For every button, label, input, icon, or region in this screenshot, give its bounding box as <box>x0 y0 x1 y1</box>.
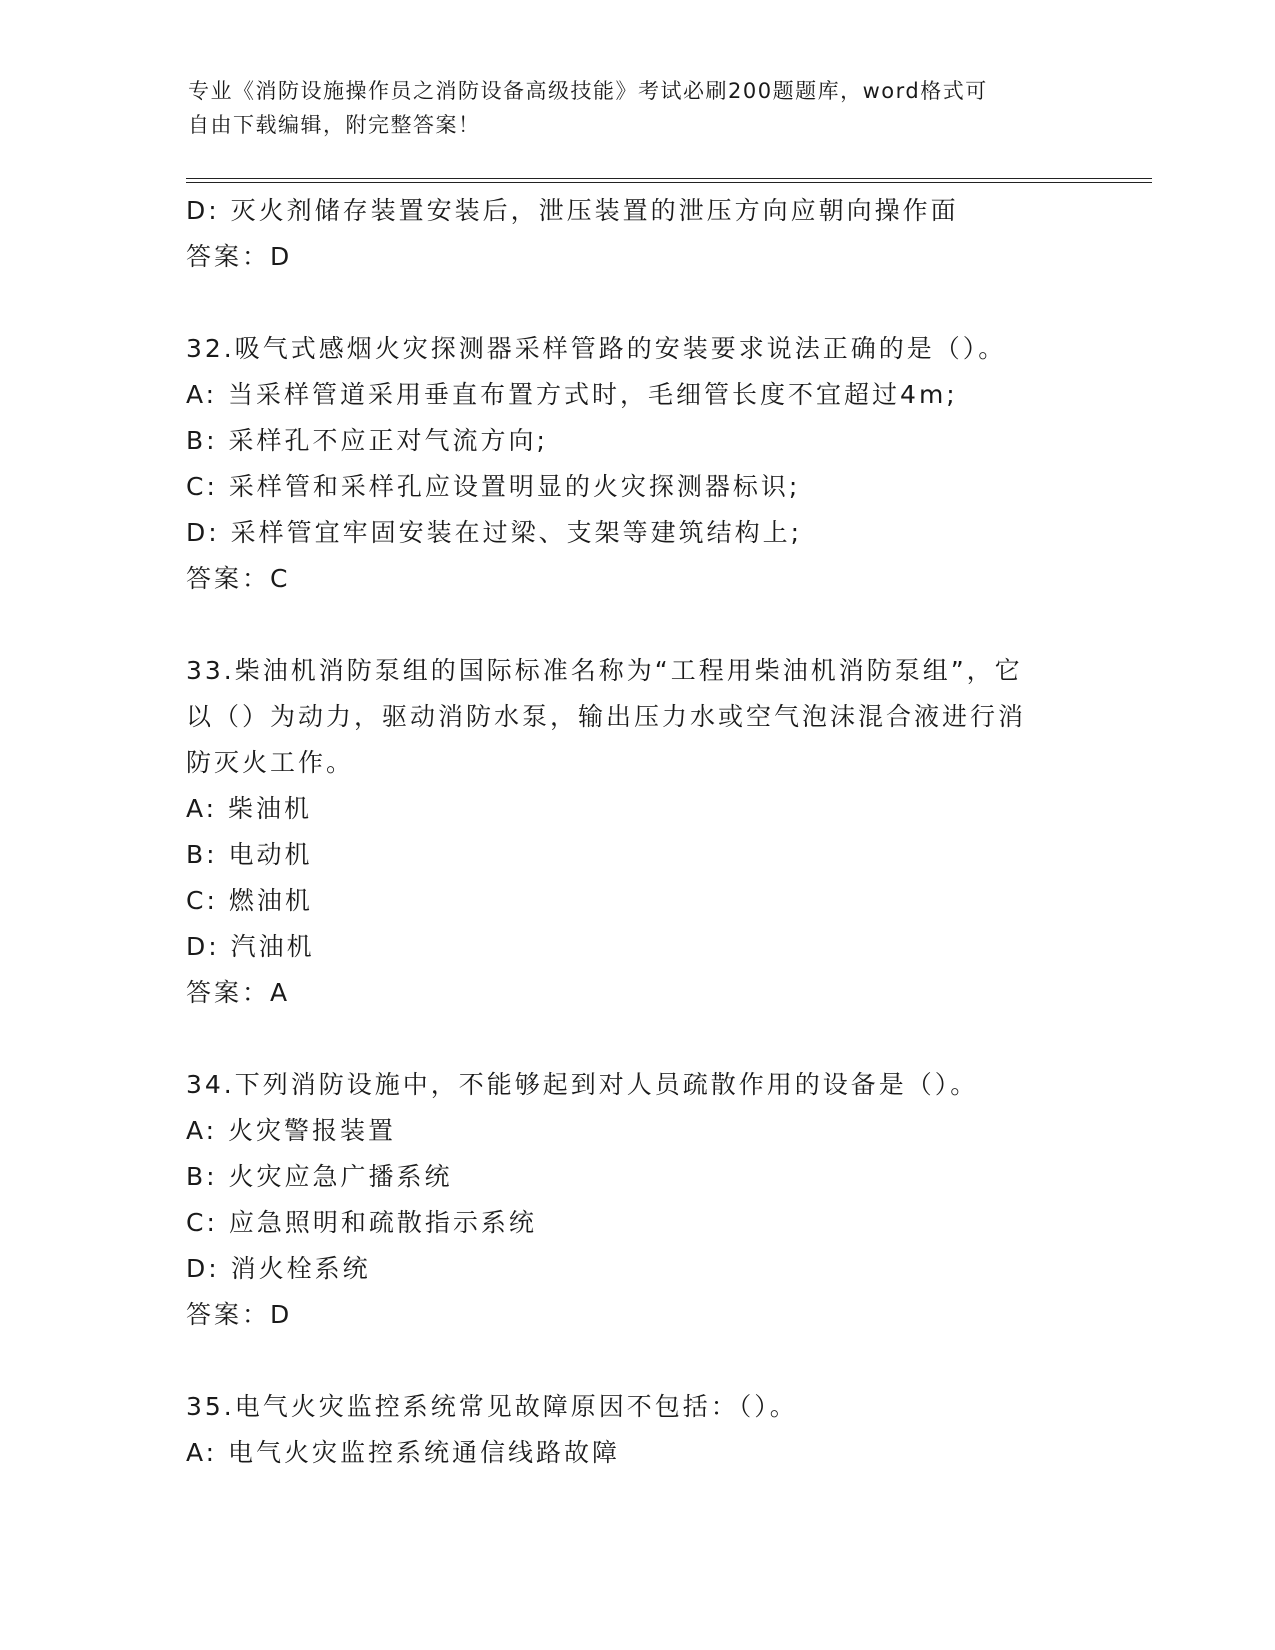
question-block-32 <box>186 326 1086 602</box>
spacer <box>186 1338 1086 1384</box>
question-text: 32.吸气式感烟火灾探测器采样管路的安装要求说法正确的是（）。 <box>186 334 1007 363</box>
option-a: A: 当采样管道采用垂直布置方式时，毛细管长度不宜超过4m; <box>186 380 958 409</box>
option-a: A: 火灾警报装置 <box>186 1116 397 1145</box>
answer-line: 答案：A <box>186 978 291 1007</box>
header-divider-bottom <box>186 182 1152 183</box>
header-line-1: 专业《消防设施操作员之消防设备高级技能》考试必刷200题题库，word格式可 <box>188 79 988 103</box>
header-divider-top <box>186 178 1152 179</box>
question-text-line-2: 以（）为动力，驱动消防水泵，输出压力水或空气泡沫混合液进行消 <box>186 702 1027 731</box>
answer-line: 答案：D <box>186 1300 293 1329</box>
option-b: B: 火灾应急广播系统 <box>186 1162 453 1191</box>
option-c: C: 采样管和采样孔应设置明显的火灾探测器标识; <box>186 472 801 501</box>
spacer <box>186 602 1086 648</box>
question-text: 34.下列消防设施中，不能够起到对人员疏散作用的设备是（）。 <box>186 1070 979 1099</box>
answer-line: 答案：C <box>186 564 291 593</box>
option-b: B: 采样孔不应正对气流方向; <box>186 426 548 455</box>
answer-line: 答案：D <box>186 242 293 271</box>
question-list <box>186 188 1086 1476</box>
option-a: A: 柴油机 <box>186 794 313 823</box>
question-text-line-3: 防灭火工作。 <box>186 748 355 777</box>
option-d: D: 消火栓系统 <box>186 1254 371 1283</box>
question-text: 35.电气火灾监控系统常见故障原因不包括：（）。 <box>186 1392 798 1421</box>
option-d: D: 灭火剂储存装置安装后，泄压装置的泄压方向应朝向操作面 <box>186 196 959 225</box>
question-block-35 <box>186 1384 1086 1476</box>
option-d: D: 采样管宜牢固安装在过梁、支架等建筑结构上; <box>186 518 803 547</box>
option-b: B: 电动机 <box>186 840 313 869</box>
option-c: C: 燃油机 <box>186 886 313 915</box>
spacer <box>186 280 1086 326</box>
question-block-prev <box>186 188 1086 280</box>
option-c: C: 应急照明和疏散指示系统 <box>186 1208 537 1237</box>
spacer <box>186 1016 1086 1062</box>
question-text-line-1: 33.柴油机消防泵组的国际标准名称为“工程用柴油机消防泵组”，它 <box>186 656 1023 685</box>
option-d: D: 汽油机 <box>186 932 315 961</box>
option-a: A: 电气火灾监控系统通信线路故障 <box>186 1438 621 1467</box>
question-block-33 <box>186 648 1086 1016</box>
header-line-2: 自由下载编辑，附完整答案！ <box>188 113 481 137</box>
document-header <box>188 74 1068 142</box>
question-block-34 <box>186 1062 1086 1338</box>
